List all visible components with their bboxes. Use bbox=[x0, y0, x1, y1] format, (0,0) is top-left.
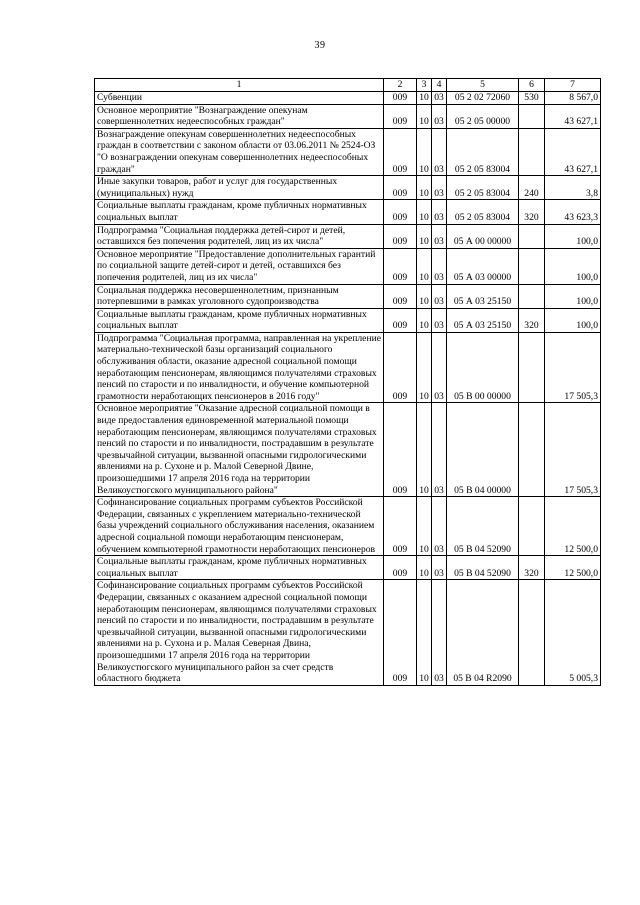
row-description: Основное мероприятие "Оказание адресной социальной помощи в виде предоставления единовременной материальной помощи неработающим пенсионерам, являющимся получателями страховых пенсий по старости и по инвалидности, пострадавшим в результате чрезвычайной ситуации, вызванной опасными гидрологическими явлениями на р. Сухоне и р. Малой Северной Двине, произошедшими 17 апреля 2016 года на территории Великоустюгского муниципального района" bbox=[95, 403, 384, 497]
row-target-article: 05 2 05 83004 bbox=[447, 128, 519, 175]
row-section-code: 10 bbox=[417, 176, 432, 200]
row-target-article: 05 2 05 83004 bbox=[447, 200, 519, 224]
table-row bbox=[95, 104, 601, 128]
table-row bbox=[95, 200, 601, 224]
row-section-code: 10 bbox=[417, 104, 432, 128]
row-expense-type bbox=[519, 403, 545, 497]
column-header: 4 bbox=[432, 79, 447, 92]
row-expense-type bbox=[519, 284, 545, 308]
row-subsection-code: 03 bbox=[432, 332, 447, 403]
row-target-article: 05 В 00 00000 bbox=[447, 332, 519, 403]
row-section-code: 10 bbox=[417, 284, 432, 308]
row-section-code: 10 bbox=[417, 556, 432, 580]
table-row bbox=[95, 556, 601, 580]
table-row bbox=[95, 308, 601, 332]
row-amount: 43 623,3 bbox=[545, 200, 601, 224]
row-description: Социальные выплаты гражданам, кроме публичных нормативных социальных выплат bbox=[95, 200, 384, 224]
row-section-code: 10 bbox=[417, 497, 432, 556]
row-description: Социальная поддержка несовершеннолетним, признанным потерпевшими в рамках уголовного судопроизводства bbox=[95, 284, 384, 308]
row-section-code: 10 bbox=[417, 308, 432, 332]
table-row bbox=[95, 284, 601, 308]
row-subsection-code: 03 bbox=[432, 176, 447, 200]
row-expense-type bbox=[519, 332, 545, 403]
row-target-article: 05 А 03 25150 bbox=[447, 284, 519, 308]
row-expense-type: 530 bbox=[519, 92, 545, 105]
row-ministry-code: 009 bbox=[384, 92, 417, 105]
table-row bbox=[95, 248, 601, 284]
row-amount: 43 627,1 bbox=[545, 128, 601, 175]
row-subsection-code: 03 bbox=[432, 284, 447, 308]
row-target-article: 05 В 04 52090 bbox=[447, 497, 519, 556]
row-subsection-code: 03 bbox=[432, 308, 447, 332]
row-expense-type bbox=[519, 497, 545, 556]
row-expense-type bbox=[519, 128, 545, 175]
row-description: Софинансирование социальных программ субъектов Российской Федерации, связанных с оказанием адресной социальной помощи неработающим пенсионерам, являющимся получателями страховых пенсий по старости и по инвалидности, пострадавшим в результате чрезвычайной ситуации, вызванной опасными гидрологическими явлениями на р. Сухона и р. Малая Северная Двина, произошедшими 17 апреля 2016 года на территории Великоустюгского муниципального район за счет средств областного бюджета bbox=[95, 580, 384, 685]
row-section-code: 10 bbox=[417, 403, 432, 497]
row-amount: 17 505,3 bbox=[545, 403, 601, 497]
row-subsection-code: 03 bbox=[432, 92, 447, 105]
row-target-article: 05 2 05 83004 bbox=[447, 176, 519, 200]
table-row bbox=[95, 580, 601, 685]
row-description: Софинансирование социальных программ субъектов Российской Федерации, связанных с укреплением материально-технической базы учреждений социального обслуживания населения, оказанием адресной социальной помощи неработающим пенсионерам, обучением компьютерной грамотности неработающих пенсионеров bbox=[95, 497, 384, 556]
row-amount: 100,0 bbox=[545, 224, 601, 248]
row-subsection-code: 03 bbox=[432, 497, 447, 556]
row-ministry-code: 009 bbox=[384, 580, 417, 685]
row-ministry-code: 009 bbox=[384, 104, 417, 128]
row-amount: 100,0 bbox=[545, 308, 601, 332]
row-target-article: 05 В 04 00000 bbox=[447, 403, 519, 497]
row-subsection-code: 03 bbox=[432, 580, 447, 685]
row-description: Субвенции bbox=[95, 92, 384, 105]
row-section-code: 10 bbox=[417, 580, 432, 685]
table-row bbox=[95, 128, 601, 175]
row-section-code: 10 bbox=[417, 128, 432, 175]
budget-table bbox=[94, 78, 601, 686]
row-amount: 100,0 bbox=[545, 248, 601, 284]
row-ministry-code: 009 bbox=[384, 224, 417, 248]
row-description: Иные закупки товаров, работ и услуг для государственных (муниципальных) нужд bbox=[95, 176, 384, 200]
row-target-article: 05 А 03 00000 bbox=[447, 248, 519, 284]
column-header: 6 bbox=[519, 79, 545, 92]
table-row bbox=[95, 176, 601, 200]
column-header: 7 bbox=[545, 79, 601, 92]
row-amount: 12 500,0 bbox=[545, 497, 601, 556]
row-description: Основное мероприятие "Вознаграждение опекунам совершеннолетних недееспособных граждан" bbox=[95, 104, 384, 128]
row-amount: 8 567,0 bbox=[545, 92, 601, 105]
row-ministry-code: 009 bbox=[384, 403, 417, 497]
row-description: Подпрограмма "Социальная поддержка детей-сирот и детей, оставшихся без попечения родителей, лиц из их числа" bbox=[95, 224, 384, 248]
row-expense-type: 320 bbox=[519, 308, 545, 332]
row-ministry-code: 009 bbox=[384, 556, 417, 580]
row-section-code: 10 bbox=[417, 200, 432, 224]
row-amount: 3,8 bbox=[545, 176, 601, 200]
row-ministry-code: 009 bbox=[384, 200, 417, 224]
row-section-code: 10 bbox=[417, 224, 432, 248]
row-amount: 12 500,0 bbox=[545, 556, 601, 580]
table-row bbox=[95, 224, 601, 248]
row-target-article: 05 А 03 25150 bbox=[447, 308, 519, 332]
row-subsection-code: 03 bbox=[432, 403, 447, 497]
row-ministry-code: 009 bbox=[384, 497, 417, 556]
row-description: Вознаграждение опекунам совершеннолетних недееспособных граждан в соответствии с законом области от 03.06.2011 № 2524-ОЗ "О вознаграждении опекунам совершеннолетних недееспособных граждан" bbox=[95, 128, 384, 175]
row-subsection-code: 03 bbox=[432, 200, 447, 224]
row-subsection-code: 03 bbox=[432, 224, 447, 248]
row-subsection-code: 03 bbox=[432, 556, 447, 580]
row-expense-type: 320 bbox=[519, 200, 545, 224]
row-section-code: 10 bbox=[417, 248, 432, 284]
row-expense-type bbox=[519, 104, 545, 128]
row-description: Подпрограмма "Социальная программа, направленная на укрепление материально-технической базы организаций социального обслуживания области, оказание адресной социальной помощи неработающим пенсионерам, являющимся получателями страховых пенсий по старости и по инвалидности, и обучение компьютерной грамотности неработающих пенсионеров в 2016 году" bbox=[95, 332, 384, 403]
table-row bbox=[95, 497, 601, 556]
row-ministry-code: 009 bbox=[384, 284, 417, 308]
row-ministry-code: 009 bbox=[384, 128, 417, 175]
row-ministry-code: 009 bbox=[384, 176, 417, 200]
row-expense-type bbox=[519, 248, 545, 284]
table-header-row bbox=[95, 79, 601, 92]
row-description: Основное мероприятие "Предоставление дополнительных гарантий по социальной защите детей-сирот и детей, оставшихся без попечения родителей, лиц из их числа" bbox=[95, 248, 384, 284]
table-row bbox=[95, 403, 601, 497]
table-row bbox=[95, 332, 601, 403]
row-ministry-code: 009 bbox=[384, 308, 417, 332]
row-section-code: 10 bbox=[417, 332, 432, 403]
row-expense-type bbox=[519, 224, 545, 248]
row-target-article: 05 В 04 R2090 bbox=[447, 580, 519, 685]
column-header: 3 bbox=[417, 79, 432, 92]
row-target-article: 05 В 04 52090 bbox=[447, 556, 519, 580]
row-amount: 17 505,3 bbox=[545, 332, 601, 403]
page-number: 39 bbox=[314, 40, 326, 51]
row-section-code: 10 bbox=[417, 92, 432, 105]
row-description: Социальные выплаты гражданам, кроме публичных нормативных социальных выплат bbox=[95, 308, 384, 332]
column-header: 1 bbox=[95, 79, 384, 92]
row-subsection-code: 03 bbox=[432, 104, 447, 128]
row-subsection-code: 03 bbox=[432, 128, 447, 175]
table-body bbox=[95, 92, 601, 686]
row-target-article: 05 2 02 72060 bbox=[447, 92, 519, 105]
row-target-article: 05 2 05 00000 bbox=[447, 104, 519, 128]
row-ministry-code: 009 bbox=[384, 332, 417, 403]
row-amount: 100,0 bbox=[545, 284, 601, 308]
row-amount: 5 005,3 bbox=[545, 580, 601, 685]
row-ministry-code: 009 bbox=[384, 248, 417, 284]
row-expense-type bbox=[519, 580, 545, 685]
row-expense-type: 240 bbox=[519, 176, 545, 200]
table-row bbox=[95, 92, 601, 105]
column-header: 2 bbox=[384, 79, 417, 92]
row-description: Социальные выплаты гражданам, кроме публичных нормативных социальных выплат bbox=[95, 556, 384, 580]
column-header: 5 bbox=[447, 79, 519, 92]
row-amount: 43 627,1 bbox=[545, 104, 601, 128]
row-subsection-code: 03 bbox=[432, 248, 447, 284]
row-expense-type: 320 bbox=[519, 556, 545, 580]
row-target-article: 05 А 00 00000 bbox=[447, 224, 519, 248]
